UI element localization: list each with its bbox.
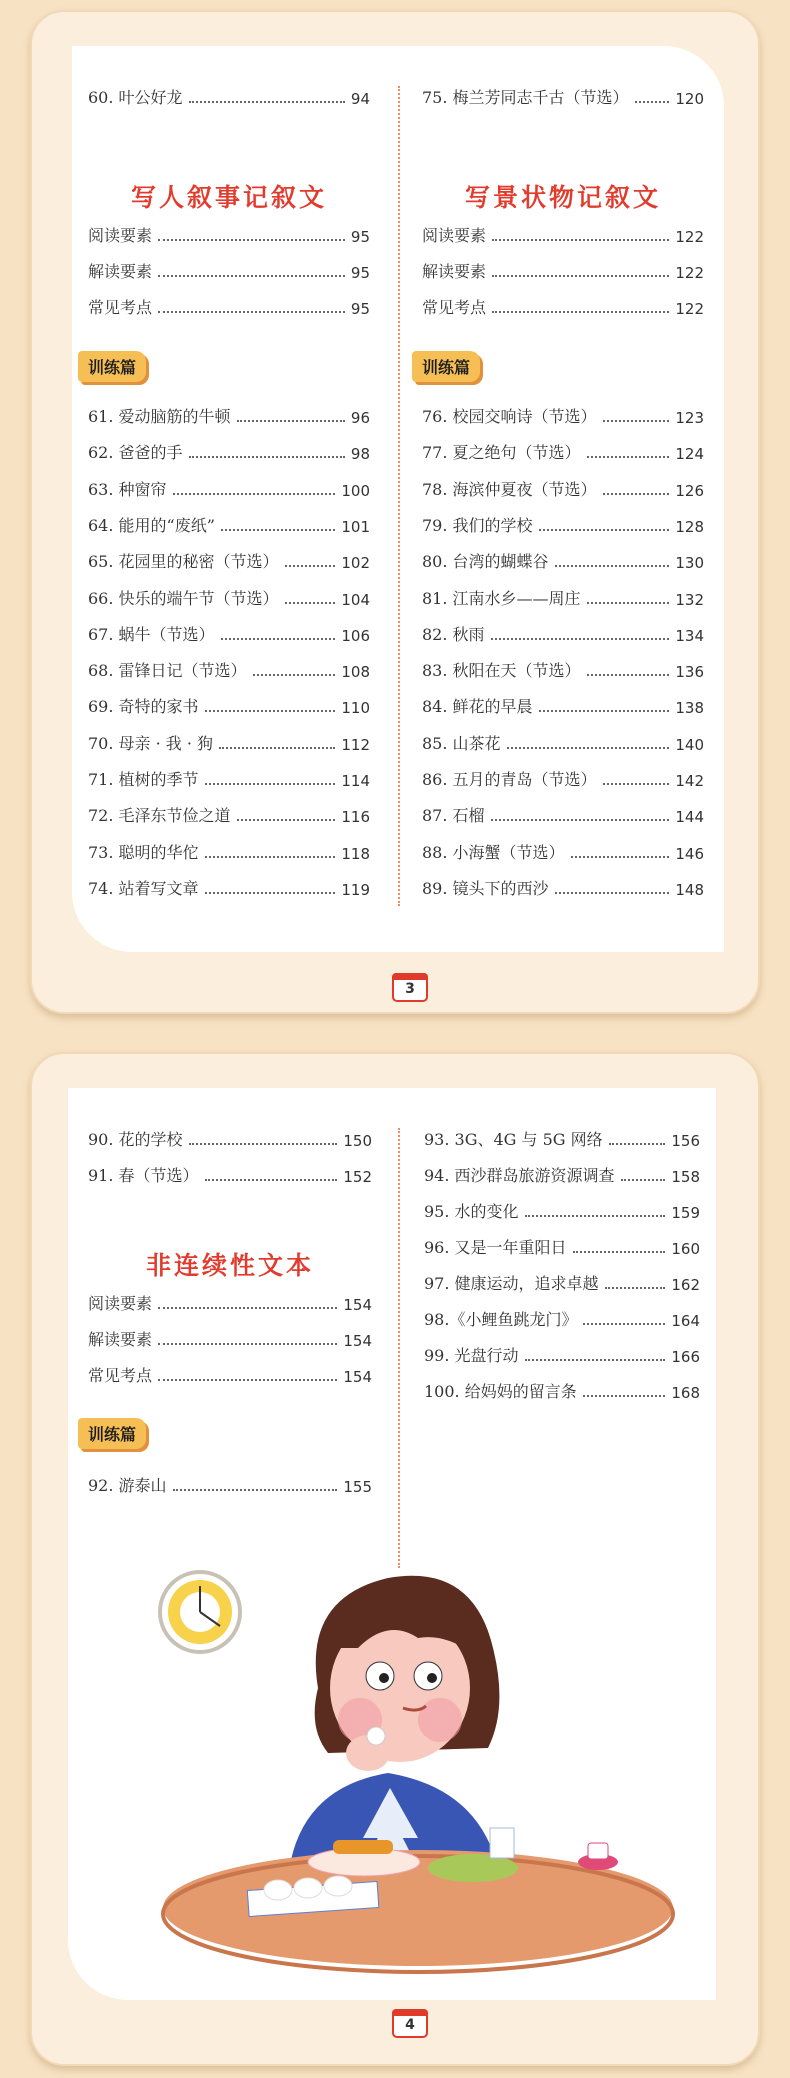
toc-entry[interactable]: [422, 478, 704, 500]
toc-entry[interactable]: [88, 623, 370, 645]
toc-entry-title: 64. 能用的“废纸”: [88, 515, 215, 535]
toc-entry-page: 136: [675, 663, 704, 682]
toc-entry-title: 62. 爸爸的手: [88, 443, 183, 463]
toc-entry-title: 71. 植树的季节: [88, 770, 199, 789]
leader-dots: [205, 892, 336, 894]
leader-dots: [609, 1143, 666, 1145]
leader-dots: [583, 1323, 665, 1325]
toc-entry-page: 160: [671, 1240, 700, 1258]
toc-entry[interactable]: [424, 1308, 700, 1330]
toc-entry-title: 87. 石榴: [422, 806, 485, 826]
toc-entry-title: 96. 又是一年重阳日: [424, 1238, 567, 1257]
toc-entry-title: 83. 秋阳在天（节选）: [422, 661, 581, 681]
section-title: 非连续性文本: [145, 1251, 314, 1280]
toc-entry[interactable]: [424, 1272, 700, 1294]
toc-entry-title: 61. 爱动脑筋的牛顿: [88, 407, 231, 426]
leader-dots: [491, 819, 670, 821]
toc-entry-page: 100: [341, 481, 370, 500]
leader-dots: [539, 710, 670, 712]
leader-dots: [603, 493, 670, 495]
toc-entry-page: 140: [675, 735, 704, 754]
toc-entry[interactable]: 解读要素 154: [88, 1330, 372, 1350]
toc-entry[interactable]: [422, 587, 704, 609]
toc-entry-title: 85. 山茶花: [422, 733, 501, 753]
leader-dots: [525, 1359, 666, 1361]
leader-dots: [555, 565, 670, 567]
toc-entry-page: 164: [671, 1312, 700, 1330]
toc-entry-page: 108: [341, 663, 370, 682]
toc-entry-title: 86. 五月的青岛（节选）: [422, 770, 597, 789]
leader-dots: [621, 1179, 666, 1181]
leader-dots: [237, 819, 336, 821]
toc-entry-page: 119: [341, 880, 370, 899]
toc-entry-page: 102: [341, 554, 370, 573]
toc-entry[interactable]: [422, 405, 704, 427]
toc-entry-page: 126: [675, 481, 704, 500]
toc-entry[interactable]: [88, 550, 370, 572]
toc-entry-page: 118: [341, 844, 370, 863]
toc-entry[interactable]: [88, 841, 370, 863]
column-divider: [398, 86, 400, 906]
toc-entry[interactable]: [422, 623, 704, 645]
toc-entry-page: 162: [671, 1276, 700, 1294]
toc-entry-page: 96: [350, 409, 370, 427]
toc-entry-title: 78. 海滨仲夏夜（节选）: [422, 479, 597, 499]
toc-entry[interactable]: [88, 804, 370, 826]
page-3-card: [30, 10, 760, 1014]
girl-eating-breakfast-illustration: [128, 1538, 688, 1978]
toc-entry[interactable]: [422, 841, 704, 863]
toc-entry-page: 128: [675, 517, 704, 536]
section-title: 写人叙事记叙文: [130, 183, 327, 212]
toc-entry[interactable]: 91. 春（节选） 152: [88, 1166, 372, 1186]
toc-entry-title: 100. 给妈妈的留言条: [424, 1382, 577, 1401]
leader-dots: [583, 1395, 666, 1397]
page-number: 3: [392, 973, 428, 1002]
toc-entry-title: 97. 健康运动，追求卓越: [424, 1274, 599, 1293]
leader-dots: [173, 493, 336, 495]
toc-entry[interactable]: 阅读要素 122: [422, 226, 704, 246]
leader-dots: [491, 638, 670, 640]
toc-entry[interactable]: 常见考点 95: [88, 298, 370, 318]
toc-entry-title: 76. 校园交响诗（节选）: [422, 407, 597, 426]
toc-entry[interactable]: [88, 695, 370, 717]
leader-dots: [571, 856, 670, 858]
toc-entry[interactable]: 常见考点 122: [422, 298, 704, 318]
toc-entry-title: 93. 3G、4G 与 5G 网络: [424, 1130, 603, 1149]
toc-entry[interactable]: [422, 659, 704, 681]
toc-entry-title: 82. 秋雨: [422, 624, 485, 644]
toc-entry-page: 138: [675, 699, 704, 718]
toc-entry-page: 106: [341, 626, 370, 645]
training-badge: 训练篇: [412, 351, 480, 382]
toc-entry-page: 168: [671, 1384, 700, 1402]
toc-entry-page: 132: [675, 590, 704, 609]
leader-dots: [587, 674, 670, 676]
toc-entry-title: 77. 夏之绝句（节选）: [422, 443, 581, 463]
toc-entry[interactable]: 90. 花的学校 150: [88, 1130, 372, 1150]
toc-entry-title: 94. 西沙群岛旅游资源调查: [424, 1166, 615, 1185]
page-number: 4: [392, 2009, 428, 2038]
page-4-card: [30, 1052, 760, 2066]
toc-entry-page: 116: [341, 808, 370, 827]
leader-dots: [539, 529, 670, 531]
leader-dots: [189, 456, 345, 458]
toc-entry[interactable]: [88, 877, 370, 899]
toc-entry[interactable]: 92. 游泰山 155: [88, 1476, 372, 1496]
toc-entry-title: 63. 种窗帘: [88, 479, 167, 499]
toc-entry-title: 84. 鲜花的早晨: [422, 697, 533, 717]
leader-dots: [221, 529, 335, 531]
leader-dots: [603, 420, 670, 422]
leader-dots: [219, 747, 335, 749]
toc-entry[interactable]: 60. 叶公好龙 94: [88, 88, 370, 108]
clock-icon: [160, 1572, 240, 1652]
leader-dots: [221, 638, 336, 640]
leader-dots: [205, 783, 336, 785]
toc-entry-page: 156: [671, 1132, 700, 1150]
toc-entry-page: 144: [675, 808, 704, 827]
toc-entry-page: 114: [341, 772, 370, 790]
leader-dots: [205, 710, 336, 712]
page-3-content: [72, 46, 724, 952]
toc-entry-title: 70. 母亲 · 我 · 狗: [88, 733, 214, 753]
toc-entry-page: 166: [671, 1348, 700, 1366]
toc-entry-page: 98: [350, 445, 370, 464]
toc-entry[interactable]: [424, 1128, 700, 1150]
leader-dots: [605, 1287, 666, 1289]
toc-entry[interactable]: [424, 1164, 700, 1186]
toc-entry-title: 68. 雷锋日记（节选）: [88, 661, 247, 681]
toc-entry-page: 134: [675, 626, 704, 645]
toc-entry-title: 80. 台湾的蝴蝶谷: [422, 552, 549, 572]
page-4-content: [68, 1088, 716, 2000]
toc-entry[interactable]: [424, 1236, 700, 1258]
toc-entry[interactable]: 常见考点 154: [88, 1366, 372, 1386]
toc-entry[interactable]: [88, 768, 370, 790]
toc-entry[interactable]: [424, 1200, 700, 1222]
toc-entry-page: 148: [675, 880, 704, 899]
toc-entry[interactable]: [88, 659, 370, 681]
toc-entry-title: 99. 光盘行动: [424, 1346, 519, 1365]
toc-entry[interactable]: [88, 405, 370, 427]
toc-entry[interactable]: 阅读要素 95: [88, 226, 370, 246]
toc-entry-page: 142: [675, 772, 704, 790]
toc-entry-title: 81. 江南水乡——周庄: [422, 588, 581, 608]
leader-dots: [507, 747, 670, 749]
leader-dots: [237, 420, 345, 422]
leader-dots: [253, 674, 336, 676]
toc-entry-page: 130: [675, 554, 704, 573]
toc-entry[interactable]: 75. 梅兰芳同志千古（节选） 120: [422, 88, 704, 108]
toc-entry-title: 66. 快乐的端午节（节选）: [88, 588, 279, 608]
toc-entry[interactable]: [422, 695, 704, 717]
leader-dots: [285, 602, 336, 604]
toc-entry[interactable]: [422, 732, 704, 754]
toc-entry-title: 67. 蜗牛（节选）: [88, 624, 215, 644]
toc-entry[interactable]: [88, 587, 370, 609]
toc-entry-page: 110: [341, 699, 370, 718]
toc-entry[interactable]: [88, 732, 370, 754]
toc-entry-title: 73. 聪明的华佗: [88, 842, 199, 862]
toc-entry-page: 124: [675, 445, 704, 464]
toc-entry[interactable]: [88, 514, 370, 536]
toc-entry[interactable]: 解读要素 95: [88, 262, 370, 282]
toc-entry-title: 88. 小海蟹（节选）: [422, 842, 565, 862]
toc-entry[interactable]: 解读要素 122: [422, 262, 704, 282]
section-title: 写景状物记叙文: [464, 183, 661, 212]
toc-entry[interactable]: [424, 1344, 700, 1366]
training-badge: 训练篇: [78, 351, 146, 382]
leader-dots: [285, 565, 336, 567]
toc-entry-title: 95. 水的变化: [424, 1202, 519, 1221]
leader-dots: [205, 856, 336, 858]
toc-entry[interactable]: [422, 768, 704, 790]
toc-entry-page: 146: [675, 844, 704, 863]
toc-entry-title: 89. 镜头下的西沙: [422, 878, 549, 898]
toc-entry[interactable]: [88, 441, 370, 463]
toc-entry-page: 123: [675, 409, 704, 427]
toc-entry-page: 101: [341, 517, 370, 536]
leader-dots: [603, 783, 670, 785]
toc-entry[interactable]: [422, 877, 704, 899]
toc-entry-page: 159: [671, 1204, 700, 1222]
leader-dots: [525, 1215, 666, 1217]
leader-dots: [587, 456, 670, 458]
toc-entry[interactable]: 阅读要素 154: [88, 1294, 372, 1314]
toc-entry-title: 65. 花园里的秘密（节选）: [88, 552, 279, 572]
toc-entry[interactable]: [422, 804, 704, 826]
toc-entry-title: 72. 毛泽东节俭之道: [88, 806, 231, 826]
leader-dots: [573, 1251, 666, 1253]
toc-entry-title: 79. 我们的学校: [422, 515, 533, 535]
toc-entry[interactable]: [424, 1380, 700, 1402]
toc-entry-page: 112: [341, 735, 370, 754]
toc-entry-title: 98.《小鲤鱼跳龙门》: [424, 1310, 578, 1329]
toc-entry-title: 69. 奇特的家书: [88, 697, 199, 717]
toc-entry-page: 158: [671, 1168, 700, 1186]
toc-entry-page: 104: [341, 590, 370, 609]
toc-entry[interactable]: [422, 441, 704, 463]
toc-entry[interactable]: [88, 478, 370, 500]
leader-dots: [587, 602, 670, 604]
leader-dots: [555, 892, 670, 894]
toc-entry-title: 74. 站着写文章: [88, 878, 199, 898]
training-badge: 训练篇: [78, 1418, 146, 1449]
toc-entry[interactable]: [422, 514, 704, 536]
column-divider: [398, 1128, 400, 1568]
toc-entry[interactable]: [422, 550, 704, 572]
